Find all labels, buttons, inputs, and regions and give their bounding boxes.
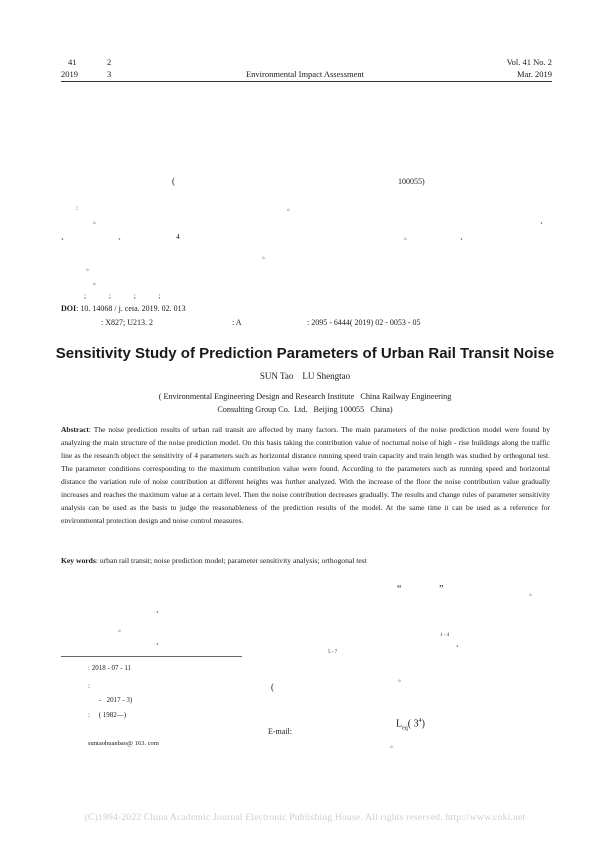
affiliation-en-line1: ( Environmental Engineering Design and Research Institute China Railway Engineering	[158, 392, 452, 401]
header-journal: Environmental Impact Assessment	[245, 69, 365, 79]
abstract-cn-punct: 。	[287, 203, 295, 212]
header-volume-en: Vol. 41 No. 2	[506, 57, 552, 67]
header-rule	[61, 81, 552, 82]
keywords-en-label: Key words	[61, 556, 96, 565]
affiliation-cn-open: (	[172, 176, 175, 186]
abstract-cn-punct: 。	[404, 232, 412, 241]
body-paren: (	[271, 682, 274, 692]
body-ref-5-7: 5 - 7	[328, 650, 338, 655]
leq-rest: ( 3	[407, 718, 419, 730]
email-label: E-mail:	[268, 727, 292, 736]
abstract-cn-punct: 。	[93, 216, 101, 225]
body-quote-marks: “ ”	[397, 584, 444, 595]
document-code: : A	[232, 318, 242, 327]
footnote-author-bio: : ( 1982—)	[88, 711, 127, 719]
abstract-en	[61, 423, 550, 527]
abstract-cn-punct: 、	[61, 232, 69, 241]
title-en: Sensitivity Study of Prediction Parameters of Urban Rail Transit Noise	[55, 345, 555, 362]
header-year-cn: 2019	[61, 69, 78, 79]
keywords-en-text: : urban rail transit; noise prediction model; parameter sensitivity analysis; orthogonal test	[95, 556, 367, 565]
leq-symbol: L	[396, 718, 403, 730]
footnote-fund-colon: :	[88, 682, 90, 690]
footnote-email: suntaohuanbao@ 163. com	[88, 740, 159, 747]
affiliation-en-line2: Consulting Group Co. Ltd. Beijing 100055 China)	[217, 405, 393, 414]
header-month-cn: 3	[107, 69, 112, 79]
doi-line	[61, 304, 186, 314]
header-date-en: Mar. 2019	[517, 69, 552, 79]
abstract-cn-punct: 、	[460, 232, 468, 241]
leq-subscript: eq	[402, 725, 408, 732]
body-punct: 。	[529, 588, 537, 597]
cnki-copyright-footer: (C)1994-2022 China Academic Journal Electronic Publishing House. All rights reserved. http://www.cnki.net	[84, 812, 526, 823]
body-punct: 。	[118, 624, 126, 633]
body-punct: 。	[390, 740, 398, 749]
abstract-en-label: Abstract	[61, 425, 89, 434]
abstract-en-text: : The noise prediction results of urban rail transit are affected by many factors. The main parameters of the noise prediction model were found by analyzing the main structure of the noise prediction model. On this basis taking the contribution value of nocturnal noise of high - rise buildings along the traffic line as the research object the sensitivity of 4 parameters such as horizontal distance running speed train capacity and train length was studied by orthogonal test. The parameter conditions corresponding to the maximum contribution value were found. According to the parameters such as running speed and horizontal distance the variation rule of noise contribution at different heights was further analyzed. With the increase of the floor the noise contribution value gradually increases and reaches the maximum value at a certain level. Then the noise contribution decreases gradually. The results and change rules of parameter sensitivity analysis can be used as the basis to judge the reasonableness of the prediction results of the model. At the same time it can be used as a reference for environmental protection design and noise control measures.	[61, 425, 550, 525]
body-punct: 、	[156, 637, 164, 646]
keywords-en	[61, 556, 367, 565]
abstract-cn-punct: 。	[86, 263, 94, 272]
footnote-rule	[61, 656, 242, 657]
leq-superscript: 4	[418, 718, 422, 724]
leq-close: )	[421, 718, 425, 730]
affiliation-cn-postcode: 100055)	[398, 177, 425, 186]
abstract-cn-number: 4	[176, 232, 180, 241]
clc-number: : X827; U213. 2	[101, 318, 153, 327]
body-punct: 。	[398, 674, 406, 683]
article-id: : 2095 - 6444( 2019) 02 - 0053 - 05	[307, 318, 421, 327]
authors-en: SUN Tao LU Shengtao	[259, 371, 351, 381]
doi-value: : 10. 14068 / j. ceia. 2019. 02. 013	[76, 304, 186, 313]
abstract-cn-colon: :	[76, 203, 79, 212]
abstract-cn-punct: 。	[262, 251, 270, 260]
keywords-cn: ; ; ; ;	[84, 291, 161, 300]
header-volume-cn: 41	[68, 57, 77, 67]
abstract-cn-punct: 、	[118, 232, 126, 241]
footnote-received: : 2018 - 07 - 11	[88, 664, 132, 672]
header-issue-cn: 2	[107, 57, 112, 67]
leq-expression	[396, 718, 425, 731]
abstract-cn-punct: 。	[93, 277, 101, 286]
body-punct: 、	[156, 605, 164, 614]
footnote-fund-year: - 2017 - 3)	[99, 696, 133, 704]
body-punct: 、	[456, 639, 464, 648]
abstract-cn-punct: 、	[540, 216, 548, 225]
doi-label: DOI	[61, 304, 77, 313]
body-ref-1-4: 1 - 4	[440, 633, 450, 638]
